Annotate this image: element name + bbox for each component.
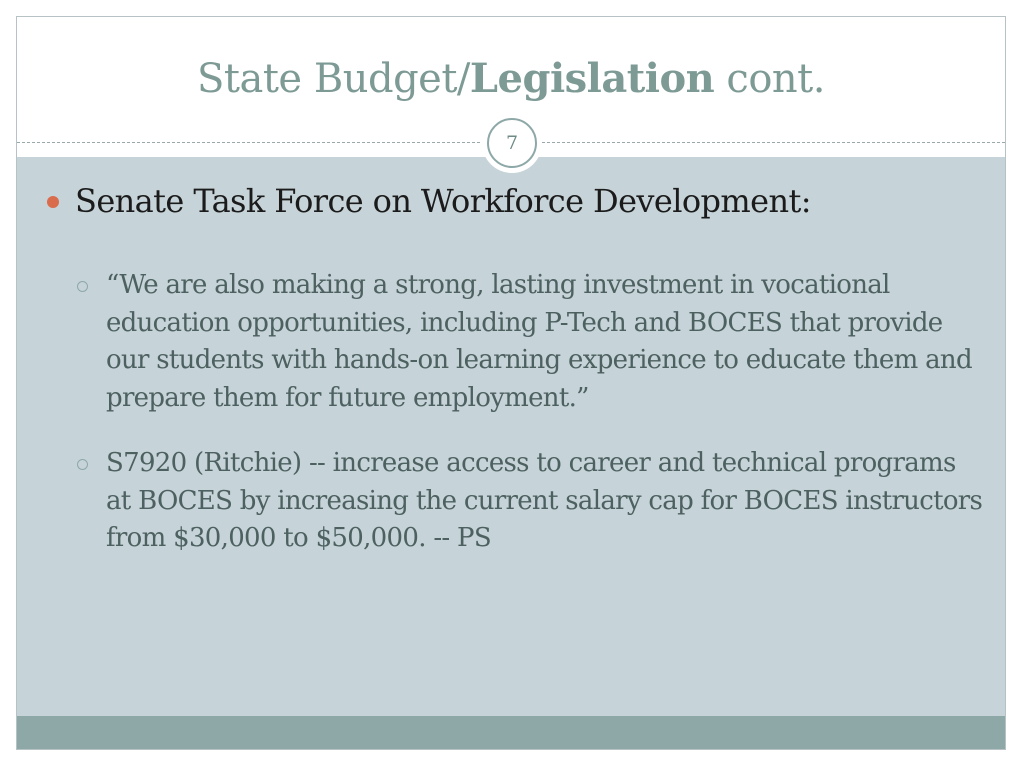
sub-bullet-ring-icon xyxy=(77,281,88,292)
title-part-1: State Budget/ xyxy=(197,56,470,102)
main-bullet-text: Senate Task Force on Workforce Development: xyxy=(75,182,811,220)
sub-bullet-s7920 xyxy=(77,445,997,558)
slide xyxy=(16,16,1006,750)
slide-title xyxy=(17,53,1005,105)
sub-bullet-text: S7920 (Ritchie) -- increase access to career and technical programs at BOCES by increasing the current salary cap for BOCES instructors from $30,000 to $50,000. -- PS xyxy=(106,448,983,553)
sub-bullet-text: “We are also making a strong, lasting investment in vocational education opportunities, including P-Tech and BOCES that provide our students with hands-on learning experience to educate them and prepare them for future employment.” xyxy=(106,270,972,413)
bullet-dot-icon xyxy=(47,196,59,208)
title-bold: Legislation xyxy=(469,55,715,102)
page-number: 7 xyxy=(487,118,537,168)
sub-bullet-quote xyxy=(77,267,997,417)
main-bullet xyxy=(47,175,997,227)
footer-bar xyxy=(17,716,1005,750)
content-area xyxy=(17,157,1005,716)
title-part-2: cont. xyxy=(714,56,825,102)
page-number-badge xyxy=(482,113,542,173)
sub-bullet-ring-icon xyxy=(77,459,88,470)
